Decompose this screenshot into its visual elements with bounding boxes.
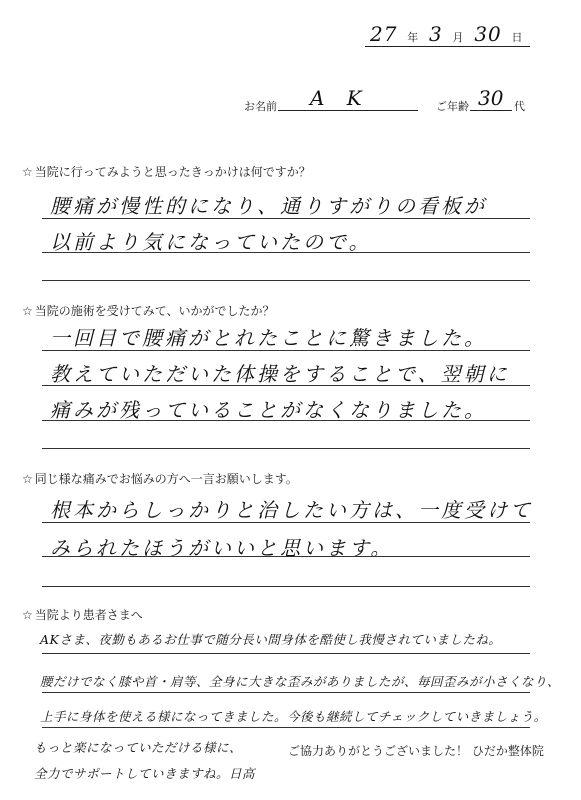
star-icon: ☆ [22,165,33,179]
thanks-note: ご協力ありがとうございました！ ひだか整体院 [288,744,544,758]
answer-2-line-3: 痛みが残っていることがなくなりました。 [50,398,487,422]
age-value: 30 [478,86,504,110]
answer-rule [42,218,530,219]
answer-rule [42,556,530,557]
answer-1-line-2: 以前より気になっていたので。 [50,230,372,254]
answer-rule [42,586,530,587]
star-icon: ☆ [22,608,33,622]
answer-rule [42,252,530,253]
answer-rule [42,522,530,523]
answer-3-line-1: 根本からしっかりと治したい方は、一度受けて [50,498,533,522]
date-month-label: 月 [452,31,465,44]
date-underline [365,46,530,47]
date-line [370,22,528,46]
answer-rule [42,350,530,351]
message-rule [42,692,530,693]
question-2 [22,302,275,319]
question-1-text: 当院に行ってみようと思ったきっかけは何ですか？ [34,165,311,179]
age-suffix: 代 [514,100,525,113]
answer-2-line-1: 一回目で腰痛がとれたことに驚きました。 [50,326,487,350]
clinic-message-line-4: もっと楽になっていただける様に、 [34,740,243,755]
name-underline [278,110,418,111]
message-rule [42,727,530,728]
answer-rule [42,420,530,421]
answer-rule [42,385,530,386]
clinic-message-line-3: 上手に身体を使える様になってきました。今後も継続してチェックしていきましょう。 [40,709,547,724]
answer-1-line-1: 腰痛が慢性的になり、通りすがりの看板が [50,194,487,218]
name-value: A K [310,86,370,110]
star-icon: ☆ [22,304,33,318]
clinic-message-line-1: AKさま、夜勤もあるお仕事で随分長い間身体を酷使し我慢されていましたね。 [40,632,502,647]
date-year: 27 [370,22,398,46]
message-rule [42,653,530,654]
date-day-label: 日 [511,31,524,44]
answer-2-line-2: 教えていただいた体操をすることで、翌朝に [50,362,510,386]
date-day: 30 [474,22,502,46]
question-2-text: 当院の施術を受けてみて、いかがでしたか？ [34,304,275,318]
question-3-text: 同じ様な痛みでお悩みの方へ一言お願いします。 [34,472,298,486]
age-underline [470,110,512,111]
age-label: ご年齢 [436,100,469,113]
answer-rule [42,280,530,281]
clinic-message-heading-text: 当院より患者さまへ [34,608,143,622]
date-month: 3 [429,22,443,46]
clinic-message-heading [22,606,143,623]
star-icon: ☆ [22,472,33,486]
question-3 [22,470,298,487]
clinic-message-line-2: 腰だけでなく膝や首・肩等、全身に大きな歪みがありましたが、毎回歪みが小さくなり、 [40,674,561,689]
answer-3-line-2: みられたほうがいいと思います。 [50,536,394,560]
answer-rule [42,448,530,449]
name-label: お名前 [244,100,277,113]
clinic-message-line-5: 全力でサポートしていきますね。日高 [34,766,256,781]
question-1 [22,163,311,180]
date-year-label: 年 [407,31,420,44]
